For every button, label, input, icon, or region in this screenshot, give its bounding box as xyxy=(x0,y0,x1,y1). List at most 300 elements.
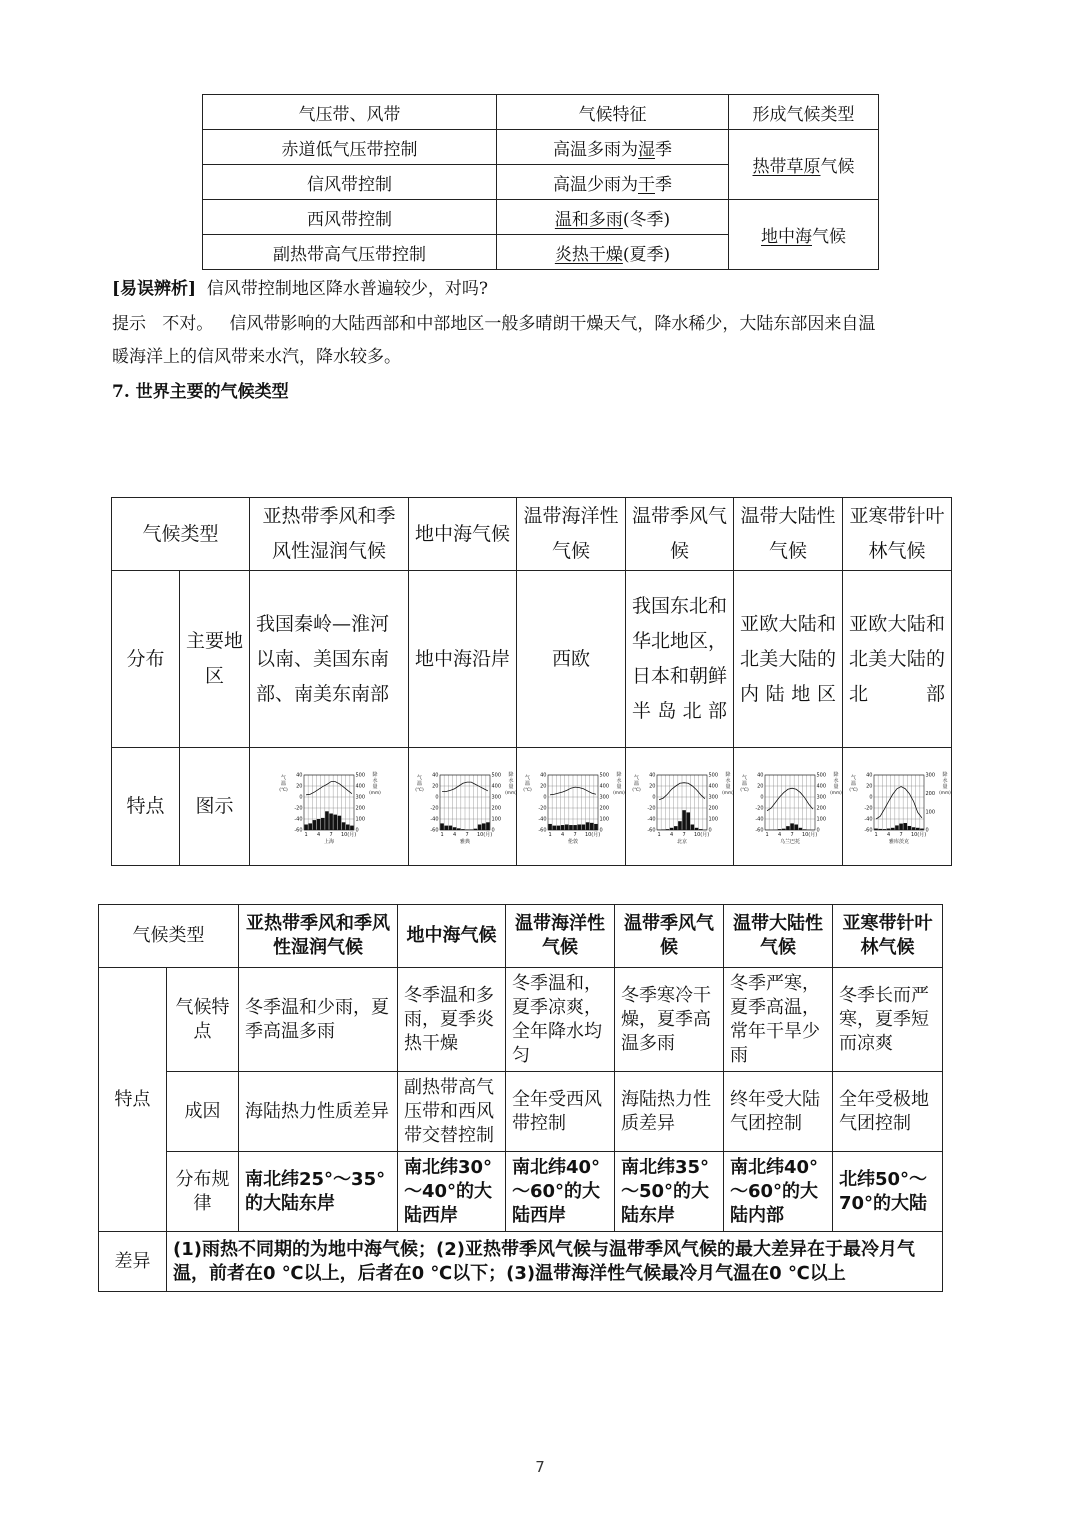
y-right-label: 降 xyxy=(508,771,514,778)
table-header-row xyxy=(203,95,879,130)
y-left-tick: 0 xyxy=(760,794,764,801)
cause-cell: 终年受大陆气团控制 xyxy=(724,1072,833,1152)
hint-line xyxy=(112,309,982,334)
y-right-tick: 200 xyxy=(925,790,936,797)
x-tick: 10(月) xyxy=(584,831,601,838)
y-right-tick: 500 xyxy=(491,772,502,779)
y-right-tick: 300 xyxy=(491,794,502,801)
y-left-label: (℃) xyxy=(279,787,288,793)
y-right-tick: 500 xyxy=(708,772,719,779)
cause-label: 成因 xyxy=(167,1072,239,1152)
y-left-tick: 0 xyxy=(543,794,547,801)
y-right-label: (mm) xyxy=(830,790,842,796)
city-label: 雅库茨克 xyxy=(889,838,910,845)
feature-cell xyxy=(497,165,729,200)
y-left-label: (℃) xyxy=(632,787,641,793)
precipitation-bar xyxy=(573,825,577,830)
chart-cell xyxy=(843,748,952,866)
y-left-label: 温 xyxy=(525,780,531,787)
feature-text: 高温多雨为 xyxy=(553,139,638,160)
y-right-label: 量 xyxy=(725,783,731,790)
feature-text: 高温少雨为 xyxy=(553,174,638,195)
y-right-tick: 400 xyxy=(708,783,719,790)
y-left-tick: -20 xyxy=(647,805,656,812)
y-right-tick: 100 xyxy=(816,816,827,823)
y-right-tick: 100 xyxy=(599,816,610,823)
type-row xyxy=(112,498,952,571)
y-right-label: (mm) xyxy=(613,790,625,796)
precipitation-bar xyxy=(561,825,565,830)
precipitation-bar xyxy=(350,825,354,829)
y-right-tick: 400 xyxy=(599,783,610,790)
y-right-tick: 500 xyxy=(816,772,827,779)
y-right-tick: 400 xyxy=(816,783,827,790)
y-left-tick: 20 xyxy=(432,783,439,790)
y-right-tick: 400 xyxy=(491,783,502,790)
y-right-label: 降 xyxy=(833,771,839,778)
y-left-tick: -20 xyxy=(755,805,764,812)
y-left-tick: 40 xyxy=(866,772,873,779)
x-tick: 7 xyxy=(899,831,903,838)
y-left-tick: -20 xyxy=(864,805,873,812)
feature-key: 湿 xyxy=(638,139,655,160)
x-tick: 4 xyxy=(887,831,891,838)
y-right-tick: 0 xyxy=(355,827,359,834)
y-right-label: 量 xyxy=(616,783,622,790)
city-label: 雅典 xyxy=(460,838,471,845)
y-left-label: 气 xyxy=(525,774,531,781)
climate-key: 热带草原 xyxy=(752,157,821,177)
precipitation-bar xyxy=(342,822,346,830)
precipitation-bar xyxy=(912,827,916,830)
climate-cell: 冬季长而严寒，夏季短而凉爽 xyxy=(833,968,943,1072)
y-left-label: 气 xyxy=(742,774,748,781)
precipitation-bar xyxy=(482,823,486,830)
y-left-label: (℃) xyxy=(849,787,858,793)
precipitation-bar xyxy=(486,822,490,830)
x-tick: 1 xyxy=(304,831,308,838)
climate-label: 气候特点 xyxy=(167,968,239,1072)
y-right-label: 水 xyxy=(833,777,839,784)
cause-cell: 副热带高气压带和西风带交替控制 xyxy=(398,1072,506,1152)
header-cell: 气压带、风带 xyxy=(203,95,497,130)
distribution-label: 分布 xyxy=(112,571,180,748)
rule-cell: 南北纬40°～60°的大陆内部 xyxy=(724,1152,833,1232)
climate-text: 气候 xyxy=(820,157,855,177)
pressure-belt-table xyxy=(202,94,879,270)
y-left-label: 温 xyxy=(742,780,748,787)
section-title: 7. 世界主要的气候类型 xyxy=(112,382,289,402)
type-cell: 亚寒带针叶林气候 xyxy=(843,498,952,571)
precipitation-bar xyxy=(444,825,448,829)
y-left-label: (℃) xyxy=(523,787,532,793)
feature-text: 季 xyxy=(655,174,672,195)
difference-row xyxy=(99,1232,943,1292)
precipitation-bar xyxy=(670,827,674,829)
type-cell: 温带大陆性气候 xyxy=(734,498,843,571)
type-label: 气候类型 xyxy=(112,498,250,571)
precipitation-bar xyxy=(569,825,573,830)
cause-cell: 全年受极地气团控制 xyxy=(833,1072,943,1152)
y-left-tick: 40 xyxy=(757,772,764,779)
belt-cell: 西风带控制 xyxy=(203,200,497,235)
y-left-tick: -40 xyxy=(538,816,547,823)
y-right-label: 量 xyxy=(508,783,514,790)
cause-cell: 全年受西风带控制 xyxy=(506,1072,615,1152)
x-tick: 1 xyxy=(874,831,878,838)
precipitation-bar xyxy=(304,824,308,830)
x-tick: 1 xyxy=(765,831,769,838)
precipitation-bar xyxy=(565,824,569,830)
y-left-tick: 40 xyxy=(296,772,303,779)
x-tick: 10(月) xyxy=(910,831,927,838)
climate-text: 气候 xyxy=(812,227,846,247)
precipitation-bar xyxy=(478,824,482,830)
rule-cell: 南北纬40°～60°的大陆西岸 xyxy=(506,1152,615,1232)
y-right-tick: 500 xyxy=(355,772,366,779)
climate-cell xyxy=(729,130,879,200)
hint-label: 提示 xyxy=(112,314,146,334)
y-left-tick: 20 xyxy=(540,783,547,790)
climate-chart-yakutsk xyxy=(849,767,949,847)
y-left-label: 温 xyxy=(851,780,857,787)
y-right-tick: 100 xyxy=(491,816,502,823)
cause-row xyxy=(99,1072,943,1152)
precipitation-bar xyxy=(449,825,453,829)
y-right-tick: 100 xyxy=(925,808,936,815)
header-cell: 形成气候类型 xyxy=(729,95,879,130)
y-left-tick: -20 xyxy=(294,805,303,812)
x-tick: 1 xyxy=(657,831,661,838)
type-cell: 温带大陆性气候 xyxy=(724,905,833,968)
y-left-tick: 20 xyxy=(866,783,873,790)
precipitation-bar xyxy=(329,813,333,830)
y-right-tick: 200 xyxy=(599,805,610,812)
y-right-label: 水 xyxy=(725,777,731,784)
y-right-label: 水 xyxy=(616,777,622,784)
chart-cell xyxy=(734,748,843,866)
climate-chart-london xyxy=(523,767,623,847)
hint-answer: 不对。 xyxy=(162,314,214,334)
precipitation-bar xyxy=(577,824,581,830)
y-right-label: 水 xyxy=(372,777,378,784)
belt-cell: 副热带高气压带控制 xyxy=(203,235,497,270)
y-right-label: (mm) xyxy=(939,790,951,796)
x-tick: 4 xyxy=(561,831,565,838)
y-left-tick: 20 xyxy=(649,783,656,790)
type-cell: 温带海洋性气候 xyxy=(506,905,615,968)
y-right-label: 量 xyxy=(942,783,948,790)
feature-key: 炎热干燥 xyxy=(554,244,623,265)
y-left-tick: -40 xyxy=(864,816,873,823)
type-cell: 地中海气候 xyxy=(398,905,506,968)
type-cell: 地中海气候 xyxy=(409,498,517,571)
city-label: 北京 xyxy=(677,838,688,845)
y-right-label: 降 xyxy=(616,771,622,778)
region-cell: 我国秦岭—淮河以南、美国东南部、南美东南部 xyxy=(250,571,409,748)
precipitation-bar xyxy=(586,822,590,830)
type-cell: 亚热带季风和季风性湿润气候 xyxy=(250,498,409,571)
y-left-tick: -20 xyxy=(538,805,547,812)
difference-label: 差异 xyxy=(99,1232,167,1292)
precipitation-bar xyxy=(678,821,682,830)
misconception-label: [易误辨析] xyxy=(112,279,197,299)
x-tick: 7 xyxy=(465,831,469,838)
chart-label: 图示 xyxy=(180,748,250,866)
feature-label: 特点 xyxy=(99,968,167,1232)
climate-chart-ulaanbaatar xyxy=(740,767,840,847)
x-tick: 10(月) xyxy=(340,831,357,838)
feature-cell xyxy=(497,200,729,235)
y-left-tick: -60 xyxy=(294,827,303,834)
climate-distribution-table xyxy=(111,497,952,866)
type-cell: 亚热带季风和季风性湿润气候 xyxy=(239,905,398,968)
feature-text: (冬季) xyxy=(622,209,671,230)
y-left-tick: 0 xyxy=(652,794,656,801)
rule-cell: 南北纬35°～50°的大陆东岸 xyxy=(615,1152,724,1232)
y-right-tick: 0 xyxy=(708,827,712,834)
y-left-tick: 20 xyxy=(296,783,303,790)
x-tick: 10(月) xyxy=(693,831,710,838)
y-left-tick: 20 xyxy=(757,783,764,790)
rule-cell: 南北纬30°～40°的大陆西岸 xyxy=(398,1152,506,1232)
y-right-tick: 300 xyxy=(599,794,610,801)
y-left-label: (℃) xyxy=(415,787,424,793)
region-cell: 西欧 xyxy=(517,571,626,748)
chart-cell xyxy=(409,748,517,866)
rule-cell: 北纬50°～70°的大陆 xyxy=(833,1152,943,1232)
x-tick: 7 xyxy=(573,831,577,838)
y-right-tick: 200 xyxy=(355,805,366,812)
city-label: 上海 xyxy=(324,838,335,845)
misconception-question xyxy=(112,274,488,299)
y-left-label: (℃) xyxy=(740,787,749,793)
y-right-tick: 0 xyxy=(925,827,929,834)
x-tick: 4 xyxy=(778,831,782,838)
precipitation-bar xyxy=(321,817,325,829)
y-right-label: 水 xyxy=(942,777,948,784)
precipitation-bar xyxy=(346,824,350,830)
y-left-tick: 40 xyxy=(649,772,656,779)
chart-cell xyxy=(250,748,409,866)
y-left-tick: -60 xyxy=(538,827,547,834)
y-right-tick: 200 xyxy=(708,805,719,812)
feature-text: 季 xyxy=(655,139,672,160)
table-row xyxy=(203,200,879,235)
rule-label: 分布规律 xyxy=(167,1152,239,1232)
x-tick: 7 xyxy=(682,831,686,838)
hint-line-2: 暖海洋上的信风带来水汽，降水较多。 xyxy=(112,347,401,367)
page-number: 7 xyxy=(535,1458,545,1476)
y-right-tick: 400 xyxy=(355,783,366,790)
precipitation-bar xyxy=(594,823,598,829)
y-left-tick: -60 xyxy=(755,827,764,834)
y-left-tick: -40 xyxy=(430,816,439,823)
precipitation-bar xyxy=(799,827,803,829)
belt-cell: 信风带控制 xyxy=(203,165,497,200)
region-cell: 我国东北和华北地区，日本和朝鲜半岛北部 xyxy=(626,571,734,748)
type-cell: 亚寒带针叶林气候 xyxy=(833,905,943,968)
type-cell: 温带季风气候 xyxy=(615,905,724,968)
y-right-tick: 500 xyxy=(599,772,610,779)
y-left-label: 温 xyxy=(634,780,640,787)
x-tick: 4 xyxy=(670,831,674,838)
climate-key: 地中海 xyxy=(761,227,812,247)
difference-text: (1)雨热不同期的为地中海气候；(2)亚热带季风气候与温带季风气候的最大差异在于最冷月气温，前者在0 ℃以上，后者在0 ℃以下；(3)温带海洋性气候最冷月气温在0 ℃以上 xyxy=(167,1232,943,1292)
climate-row xyxy=(99,968,943,1072)
type-cell: 温带海洋性气候 xyxy=(517,498,626,571)
y-left-label: 气 xyxy=(281,774,287,781)
y-left-tick: -40 xyxy=(755,816,764,823)
feature-key: 干 xyxy=(638,174,655,195)
region-cell: 亚欧大陆和北美大陆的北部 xyxy=(843,571,952,748)
climate-cell: 冬季温和少雨，夏季高温多雨 xyxy=(239,968,398,1072)
type-cell: 温带季风气候 xyxy=(626,498,734,571)
y-right-label: 水 xyxy=(508,777,514,784)
y-left-tick: -40 xyxy=(647,816,656,823)
x-tick: 10(月) xyxy=(476,831,493,838)
x-tick: 10(月) xyxy=(801,831,818,838)
precipitation-bar xyxy=(686,812,690,830)
region-cell: 地中海沿岸 xyxy=(409,571,517,748)
climate-chart-shanghai xyxy=(279,767,379,847)
cause-cell: 海陆热力性质差异 xyxy=(615,1072,724,1152)
y-right-tick: 300 xyxy=(355,794,366,801)
y-right-tick: 100 xyxy=(708,816,719,823)
y-right-label: (mm) xyxy=(505,790,517,796)
y-left-label: 温 xyxy=(281,780,287,787)
y-right-label: 量 xyxy=(372,783,378,790)
precipitation-bar xyxy=(891,827,895,829)
x-tick: 1 xyxy=(440,831,444,838)
y-left-tick: -40 xyxy=(294,816,303,823)
feature-cell xyxy=(497,235,729,270)
y-right-tick: 0 xyxy=(491,827,495,834)
y-right-label: (mm) xyxy=(369,790,381,796)
y-right-tick: 0 xyxy=(816,827,820,834)
y-left-label: 温 xyxy=(417,780,423,787)
y-left-tick: 40 xyxy=(540,772,547,779)
climate-cell: 冬季寒冷干燥，夏季高温多雨 xyxy=(615,968,724,1072)
y-left-tick: -60 xyxy=(647,827,656,834)
y-left-tick: -60 xyxy=(430,827,439,834)
precipitation-bar xyxy=(903,823,907,830)
precipitation-bar xyxy=(695,827,699,829)
y-right-tick: 200 xyxy=(491,805,502,812)
feature-key: 温和多雨 xyxy=(554,209,623,230)
y-right-label: 降 xyxy=(725,771,731,778)
y-left-tick: 0 xyxy=(299,794,303,801)
precipitation-bar xyxy=(453,827,457,830)
feature-text: (夏季) xyxy=(622,244,671,265)
precipitation-bar xyxy=(691,824,695,830)
header-cell: 气候特征 xyxy=(497,95,729,130)
precipitation-bar xyxy=(674,826,678,830)
climate-chart-athens xyxy=(415,767,515,847)
y-right-tick: 200 xyxy=(816,805,827,812)
precipitation-bar xyxy=(590,822,594,829)
hint-text: 信风带影响的大陆西部和中部地区一般多晴朗干燥天气，降水稀少，大陆东部因来自温 xyxy=(229,314,876,334)
feature-label: 特点 xyxy=(112,748,180,866)
city-label: 乌兰巴托 xyxy=(780,838,801,845)
x-tick: 4 xyxy=(453,831,457,838)
precipitation-bar xyxy=(313,820,317,830)
chart-cell xyxy=(517,748,626,866)
y-right-label: 降 xyxy=(942,771,948,778)
table-row xyxy=(203,130,879,165)
x-tick: 4 xyxy=(317,831,321,838)
y-right-tick: 0 xyxy=(599,827,603,834)
y-left-tick: -60 xyxy=(864,827,873,834)
precipitation-bar xyxy=(682,810,686,830)
chart-row xyxy=(112,748,952,866)
belt-cell: 赤道低气压带控制 xyxy=(203,130,497,165)
precipitation-bar xyxy=(916,827,920,829)
precipitation-bar xyxy=(325,811,329,830)
precipitation-bar xyxy=(582,824,586,830)
y-right-tick: 300 xyxy=(708,794,719,801)
precipitation-bar xyxy=(899,823,903,829)
type-label: 气候类型 xyxy=(99,905,239,968)
chart-cell xyxy=(626,748,734,866)
precipitation-bar xyxy=(333,814,337,829)
rule-cell: 南北纬25°～35°的大陆东岸 xyxy=(239,1152,398,1232)
cause-cell: 海陆热力性质差异 xyxy=(239,1072,398,1152)
y-right-label: 降 xyxy=(372,771,378,778)
y-right-tick: 300 xyxy=(816,794,827,801)
y-left-tick: 40 xyxy=(432,772,439,779)
climate-feature-table xyxy=(98,904,943,1292)
y-left-label: 气 xyxy=(634,774,640,781)
climate-cell: 冬季温和，夏季凉爽，全年降水均匀 xyxy=(506,968,615,1072)
precipitation-bar xyxy=(895,825,899,830)
region-label: 主要地区 xyxy=(180,571,250,748)
question-text: 信风带控制地区降水普遍较少，对吗? xyxy=(206,279,489,299)
region-row xyxy=(112,571,952,748)
climate-cell: 冬季严寒，夏季高温，常年干旱少雨 xyxy=(724,968,833,1072)
y-right-label: (mm) xyxy=(722,790,734,796)
precipitation-bar xyxy=(548,823,552,829)
y-left-tick: -20 xyxy=(430,805,439,812)
region-cell: 亚欧大陆和北美大陆的内陆地区 xyxy=(734,571,843,748)
feature-cell xyxy=(497,130,729,165)
precipitation-bar xyxy=(790,823,794,830)
y-left-tick: 0 xyxy=(435,794,439,801)
precipitation-bar xyxy=(440,823,444,830)
x-tick: 1 xyxy=(548,831,552,838)
climate-cell xyxy=(729,200,879,270)
precipitation-bar xyxy=(557,825,561,829)
y-right-label: 量 xyxy=(833,783,839,790)
y-left-label: 气 xyxy=(417,774,423,781)
y-right-tick: 100 xyxy=(355,816,366,823)
climate-cell: 冬季温和多雨，夏季炎热干燥 xyxy=(398,968,506,1072)
precipitation-bar xyxy=(338,815,342,829)
x-tick: 7 xyxy=(329,831,333,838)
precipitation-bar xyxy=(552,825,556,829)
city-label: 伦敦 xyxy=(568,838,579,845)
climate-chart-beijing xyxy=(632,767,732,847)
rule-row xyxy=(99,1152,943,1232)
y-left-tick: 0 xyxy=(869,794,873,801)
precipitation-bar xyxy=(908,825,912,829)
x-tick: 7 xyxy=(790,831,794,838)
y-right-tick: 300 xyxy=(925,772,936,779)
precipitation-bar xyxy=(317,819,321,830)
type-row xyxy=(99,905,943,968)
precipitation-bar xyxy=(308,823,312,830)
y-left-label: 气 xyxy=(851,774,857,781)
